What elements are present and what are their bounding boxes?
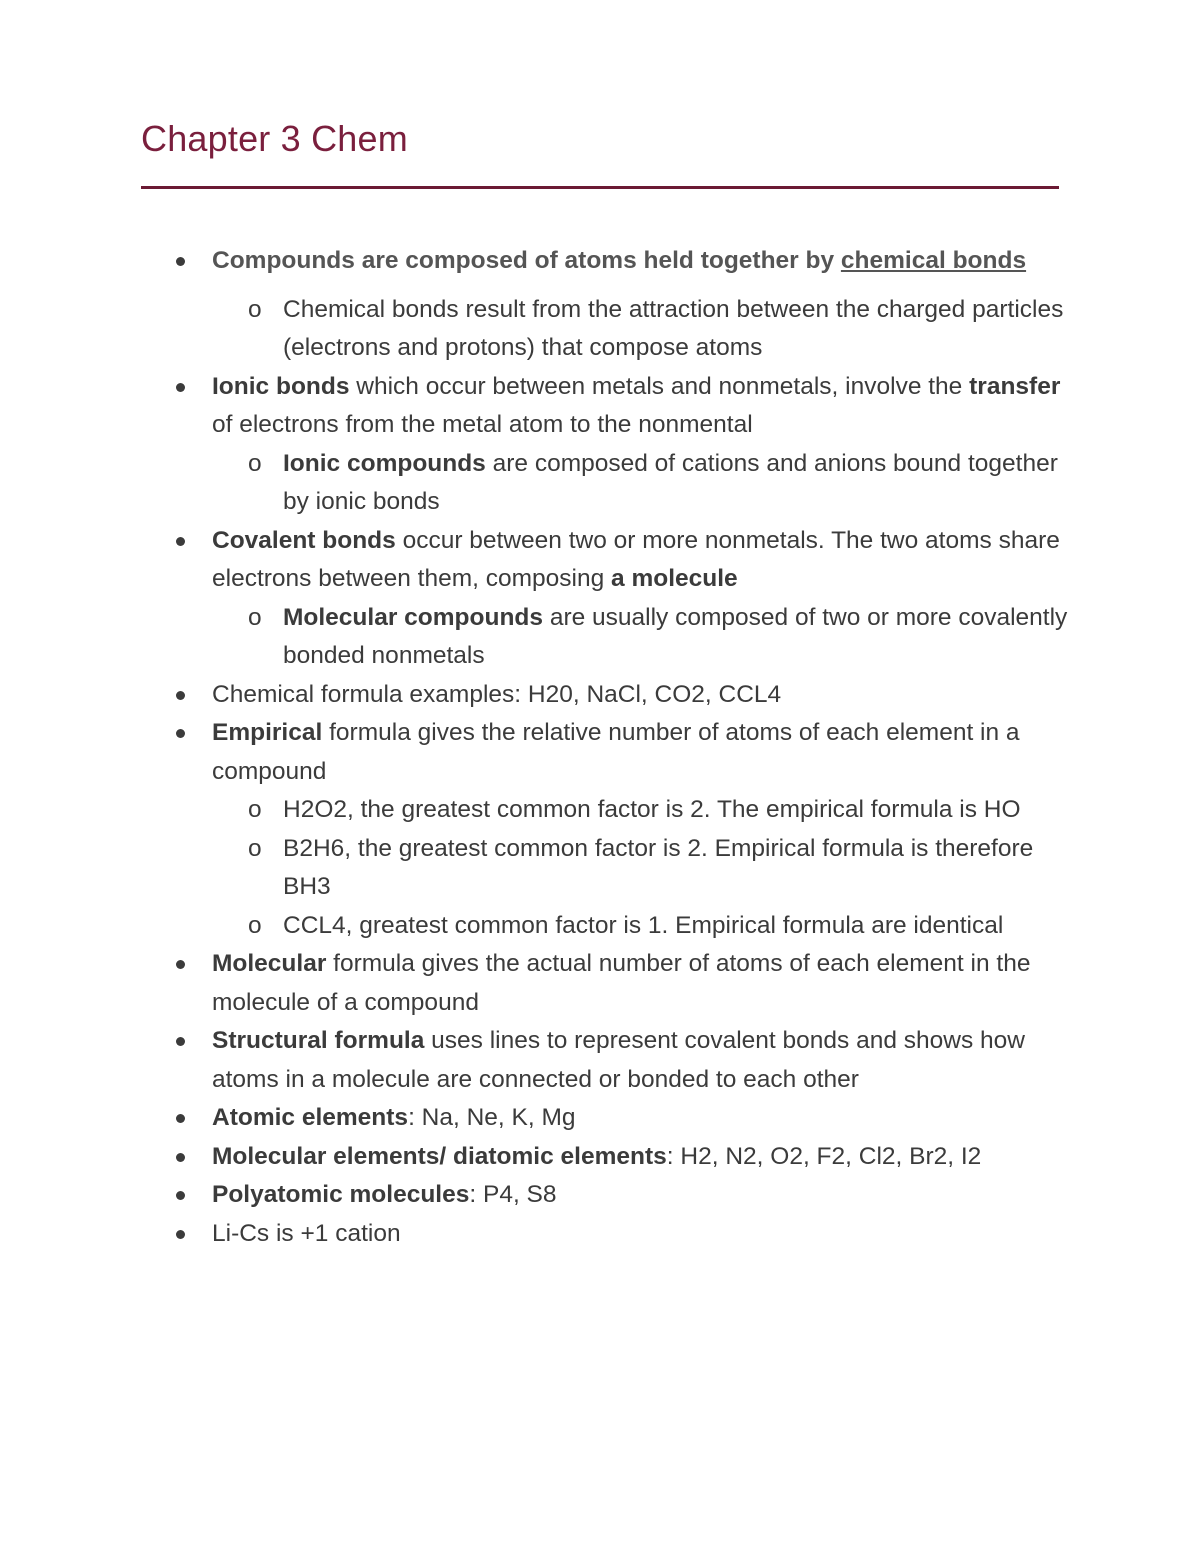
list-item-text: Molecular formula gives the actual number of atoms of each element in the molecule of a compound [212, 950, 1031, 1016]
bullet-icon [176, 691, 185, 700]
list-item-text: Covalent bonds occur between two or more nonmetals. The two atoms share electrons between them, composing a molecule [212, 526, 1060, 592]
list-item [0, 1215, 1200, 1254]
list-item [0, 1022, 1200, 1099]
page-title: Chapter 3 Chem [141, 118, 408, 159]
sub-list-item: o CCL4, greatest common factor is 1. Empirical formula are identical [212, 907, 1070, 946]
list-item-text: Atomic elements: Na, Ne, K, Mg [212, 1104, 576, 1131]
circle-bullet-icon: o [248, 796, 262, 823]
title-divider [141, 186, 1059, 189]
circle-bullet-icon: o [248, 295, 262, 323]
list-item [0, 714, 1200, 945]
list-item [0, 1099, 1200, 1138]
underlined-term: chemical bonds [840, 247, 1027, 274]
sub-list [212, 791, 1070, 945]
list-item-text: Ionic bonds which occur between metals and nonmetals, involve the transfer of electrons from the metal atom to the nonmental [212, 372, 1061, 438]
bullet-icon [176, 257, 185, 266]
bullet-icon [176, 383, 185, 392]
sub-list [212, 291, 1070, 368]
bullet-icon [176, 1230, 185, 1239]
list-item [0, 242, 1200, 368]
sub-list-item: o H2O2, the greatest common factor is 2. The empirical formula is HO [212, 791, 1070, 830]
list-item-text: Chemical formula examples: H20, NaCl, CO2, CCL4 [212, 680, 782, 708]
list-item-text: Li-Cs is +1 cation [212, 1219, 401, 1247]
list-item-text: Structural formula uses lines to represent covalent bonds and shows how atoms in a molecule are connected or bonded to each other [212, 1027, 1025, 1093]
bullet-icon [176, 960, 185, 969]
list-item [0, 522, 1200, 676]
sub-list [212, 599, 1070, 676]
sub-list-item: o Ionic compounds are composed of cations and anions bound together by ionic bonds [212, 445, 1070, 522]
list-item-text: Molecular elements/ diatomic elements: H2, N2, O2, F2, Cl2, Br2, I2 [212, 1142, 982, 1170]
list-item-text: Empirical formula gives the relative number of atoms of each element in a compound [212, 719, 1020, 785]
bullet-icon [176, 1114, 185, 1123]
sub-list-item: o Molecular compounds are usually composed of two or more covalently bonded nonmetals [212, 599, 1070, 676]
circle-bullet-icon: o [248, 834, 262, 862]
list-item [0, 1138, 1200, 1177]
list-item [0, 676, 1200, 715]
list-item-text: Polyatomic molecules: P4, S8 [212, 1181, 557, 1208]
list-item [0, 945, 1200, 1022]
notes-list [0, 242, 1200, 1253]
circle-bullet-icon: o [248, 449, 262, 477]
list-item [0, 368, 1200, 522]
sub-list-item: o B2H6, the greatest common factor is 2. Empirical formula is therefore BH3 [212, 830, 1070, 907]
list-item [0, 1176, 1200, 1215]
bullet-icon [176, 537, 185, 546]
bullet-icon [176, 1191, 185, 1200]
circle-bullet-icon: o [248, 911, 262, 939]
sub-list-item: o Chemical bonds result from the attraction between the charged particles (electrons and protons) that compose atoms [212, 291, 1070, 368]
list-item-text: Compounds are composed of atoms held together by chemical bonds [212, 247, 1027, 274]
sub-list [212, 445, 1070, 522]
circle-bullet-icon: o [248, 603, 262, 631]
bullet-icon [176, 729, 185, 738]
bullet-icon [176, 1037, 185, 1046]
bullet-icon [176, 1153, 185, 1162]
